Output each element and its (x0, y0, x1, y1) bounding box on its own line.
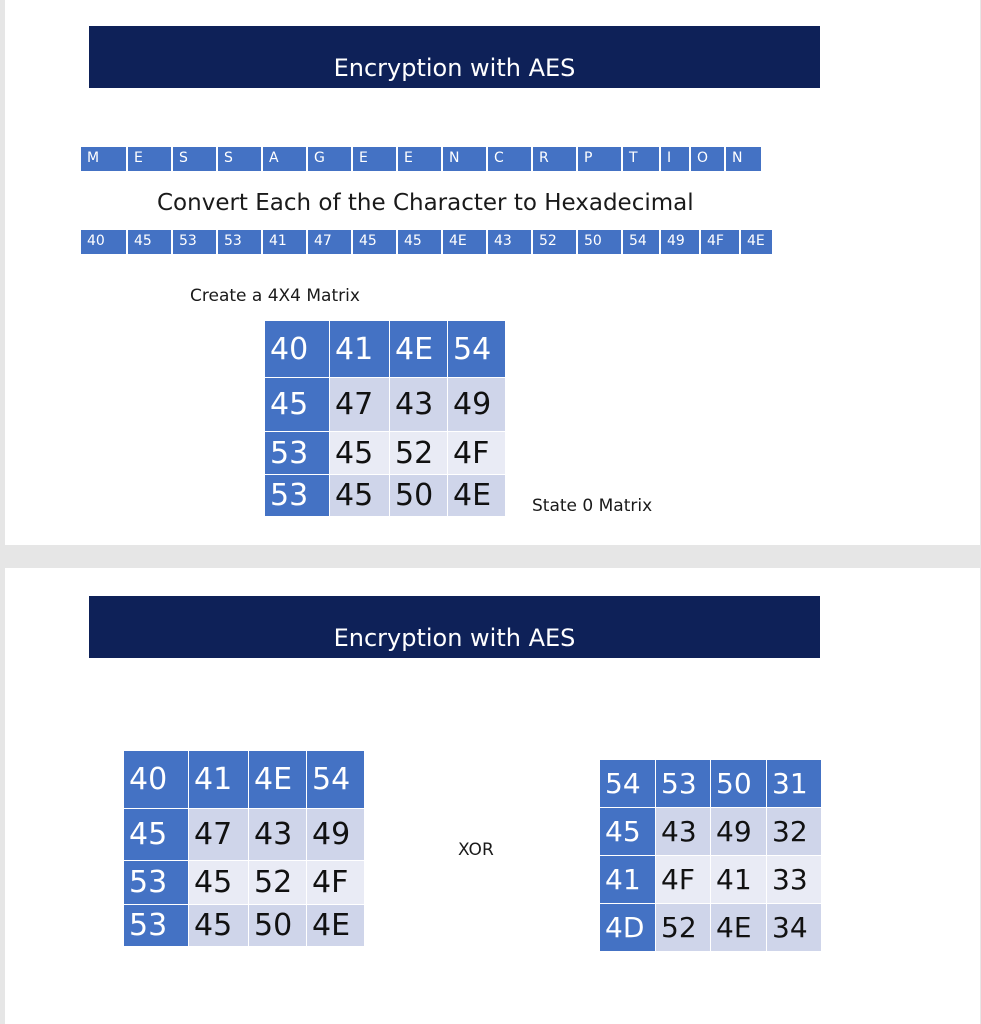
hex-cell: 45 (396, 230, 441, 254)
slide-2-title-banner (89, 596, 820, 658)
slide-1-title-banner (89, 26, 820, 88)
matrix-cell: 49 (711, 808, 767, 856)
letter-cell: N (724, 147, 761, 171)
matrix-cell: 41 (711, 856, 767, 904)
hex-cell: 53 (216, 230, 261, 254)
matrix-cell: 53 (265, 432, 330, 475)
matrix-cell: 4F (307, 861, 365, 905)
hex-cell: 4E (441, 230, 486, 254)
matrix-cell: 4E (307, 905, 365, 947)
matrix-cell: 45 (189, 905, 249, 947)
hex-cell: 53 (171, 230, 216, 254)
hex-cell: 47 (306, 230, 351, 254)
matrix-cell: 4F (448, 432, 506, 475)
hex-cell: 4F (699, 230, 739, 254)
letter-cell: O (689, 147, 724, 171)
matrix-cell: 45 (189, 861, 249, 905)
letter-cell: E (396, 147, 441, 171)
round-key-matrix (599, 759, 822, 952)
letter-cell: E (351, 147, 396, 171)
letter-cell: E (126, 147, 171, 171)
matrix-cell: 41 (330, 321, 390, 378)
matrix-caption: Create a 4X4 Matrix (190, 286, 360, 306)
hex-cell: 41 (261, 230, 306, 254)
matrix-cell: 52 (249, 861, 307, 905)
matrix-cell: 50 (249, 905, 307, 947)
matrix-cell: 33 (767, 856, 822, 904)
matrix-cell: 53 (124, 905, 189, 947)
matrix-cell: 4E (711, 904, 767, 952)
message-letter-strip (81, 147, 761, 171)
matrix-cell: 53 (265, 475, 330, 517)
hex-cell: 54 (621, 230, 659, 254)
matrix-cell: 34 (767, 904, 822, 952)
matrix-cell: 53 (124, 861, 189, 905)
hex-cell: 52 (531, 230, 576, 254)
matrix-cell: 53 (656, 760, 711, 808)
slide-1 (5, 0, 980, 545)
letter-cell: T (621, 147, 659, 171)
matrix-cell: 4E (448, 475, 506, 517)
matrix-cell: 40 (265, 321, 330, 378)
hex-cell: 45 (351, 230, 396, 254)
slide-2 (5, 568, 980, 1024)
matrix-cell: 45 (600, 808, 656, 856)
matrix-cell: 50 (390, 475, 448, 517)
left-matrix (123, 750, 365, 947)
matrix-cell: 4E (249, 751, 307, 809)
xor-operator-label: XOR (458, 840, 494, 860)
letter-cell: R (531, 147, 576, 171)
matrix-cell: 54 (448, 321, 506, 378)
state-matrix (264, 320, 506, 517)
hex-cell: 50 (576, 230, 621, 254)
hex-value-strip (81, 230, 772, 254)
letter-cell: G (306, 147, 351, 171)
matrix-cell: 54 (307, 751, 365, 809)
state-matrix-label: State 0 Matrix (532, 496, 653, 516)
hex-cell: 4E (739, 230, 772, 254)
letter-cell: M (81, 147, 126, 171)
letter-cell: P (576, 147, 621, 171)
matrix-cell: 31 (767, 760, 822, 808)
hex-cell: 49 (659, 230, 699, 254)
matrix-cell: 32 (767, 808, 822, 856)
matrix-cell: 54 (600, 760, 656, 808)
matrix-cell: 52 (390, 432, 448, 475)
matrix-cell: 41 (189, 751, 249, 809)
letter-cell: A (261, 147, 306, 171)
matrix-cell: 4F (656, 856, 711, 904)
convert-heading: Convert Each of the Character to Hexadecimal (157, 190, 694, 216)
matrix-cell: 4E (390, 321, 448, 378)
letter-cell: S (216, 147, 261, 171)
matrix-cell: 45 (124, 809, 189, 861)
letter-cell: N (441, 147, 486, 171)
matrix-cell: 43 (656, 808, 711, 856)
hex-cell: 43 (486, 230, 531, 254)
matrix-cell: 45 (265, 378, 330, 432)
hex-cell: 40 (81, 230, 126, 254)
matrix-cell: 4D (600, 904, 656, 952)
matrix-cell: 43 (249, 809, 307, 861)
matrix-cell: 45 (330, 432, 390, 475)
hex-cell: 45 (126, 230, 171, 254)
matrix-cell: 43 (390, 378, 448, 432)
letter-cell: I (659, 147, 689, 171)
slide-1-title: Encryption with AES (333, 54, 576, 82)
slide-2-title: Encryption with AES (333, 624, 576, 652)
matrix-cell: 47 (189, 809, 249, 861)
matrix-cell: 47 (330, 378, 390, 432)
matrix-cell: 49 (448, 378, 506, 432)
matrix-cell: 45 (330, 475, 390, 517)
matrix-cell: 50 (711, 760, 767, 808)
matrix-cell: 40 (124, 751, 189, 809)
letter-cell: C (486, 147, 531, 171)
matrix-cell: 41 (600, 856, 656, 904)
matrix-cell: 52 (656, 904, 711, 952)
letter-cell: S (171, 147, 216, 171)
matrix-cell: 49 (307, 809, 365, 861)
